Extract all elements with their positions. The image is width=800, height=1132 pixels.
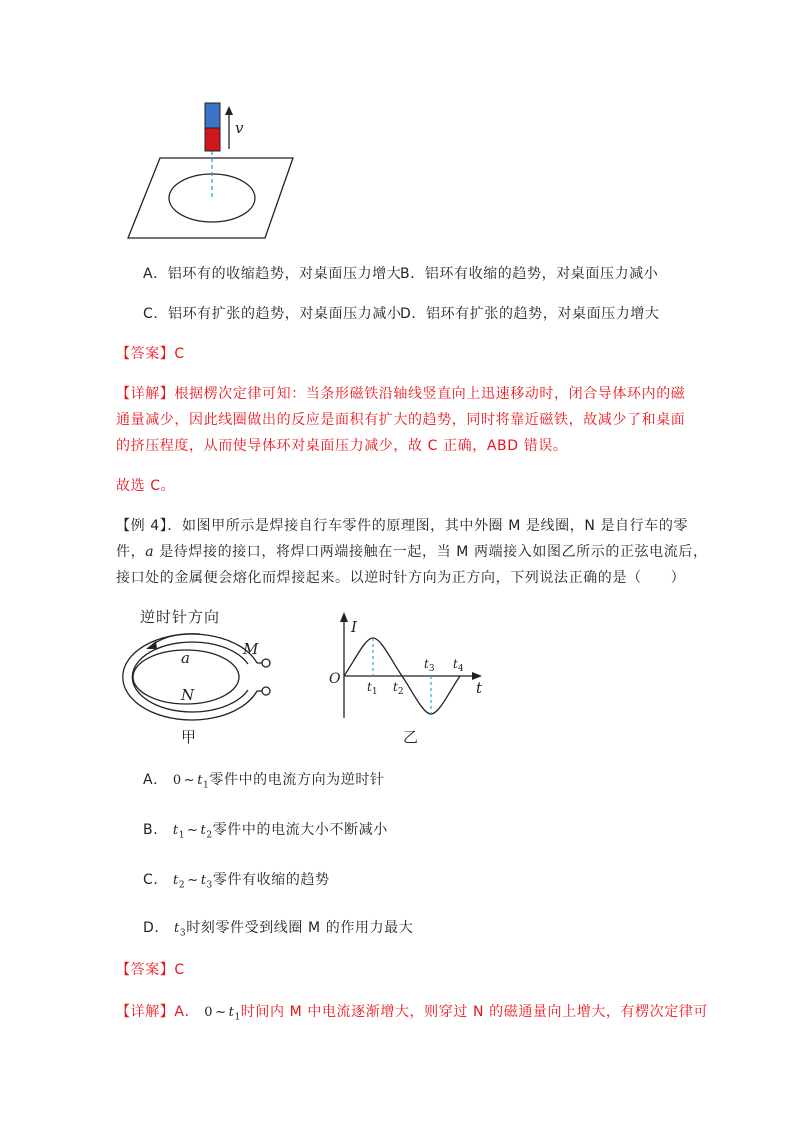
direction-label: 逆时针方向 <box>140 608 221 626</box>
option-d: D．铝环有扩张的趋势，对桌面压力增大 <box>400 306 660 322</box>
option-c: C．铝环有扩张的趋势，对桌面压力减小 <box>143 306 402 322</box>
detail-line-2: 通量减少，因此线圈做出的反应是面积有扩大的趋势，同时将靠近磁铁，故减少了和桌面 <box>116 412 686 428</box>
question-stem-line-1 <box>116 516 688 536</box>
magnet-north-pole <box>205 103 220 128</box>
option-d <box>143 918 413 944</box>
velocity-label: v <box>235 119 244 137</box>
option-text: 时刻零件受到线圈 M 的作用力最大 <box>186 920 414 936</box>
detail-label: 【详解】 <box>116 386 175 402</box>
detail-prefix: A． <box>174 1004 200 1020</box>
option-prefix: C． <box>143 872 168 888</box>
option-b <box>143 820 388 846</box>
detail-label: 【详解】 <box>116 1004 175 1020</box>
question-label: 【例 4】 <box>116 518 168 534</box>
option-text: 零件中的电流方向为逆时针 <box>209 772 385 788</box>
y-label: I <box>351 618 357 636</box>
option-a: A．铝环有的收缩趋势，对桌面压力增大 <box>143 266 402 282</box>
question-stem-line-3: 接口处的金属便会熔化而焊接起来。以逆时针方向为正方向，下列说法正确的是（ ） <box>116 570 686 586</box>
stem-variable-a: a <box>145 544 155 560</box>
conclusion: 故选 C。 <box>116 478 176 494</box>
stem-text: 是待焊接的接口，将焊口两端接触在一起，当 M 两端接入如图乙所示的正弦电流后， <box>154 544 708 560</box>
current-graph <box>0 600 800 750</box>
y-axis-arrow <box>340 612 348 622</box>
math-interval: $t_1$ ~ $t_2$ <box>172 823 213 841</box>
option-text: 零件有收缩的趋势 <box>212 872 330 888</box>
option-a <box>143 770 385 796</box>
answer-value: C <box>174 962 185 978</box>
option-prefix: B． <box>143 822 168 838</box>
tick-t4: $t_4$ <box>453 657 464 674</box>
x-label: t <box>476 679 483 697</box>
answer <box>116 344 185 364</box>
answer-label: 【答案】 <box>116 346 175 362</box>
detail-line-1 <box>116 384 685 404</box>
option-prefix: A． <box>143 772 168 788</box>
magnet-ring-figure <box>0 0 800 250</box>
option-prefix: D． <box>143 920 169 936</box>
option-text: 零件中的电流大小不断减小 <box>212 822 388 838</box>
answer-value: C <box>174 346 185 362</box>
question-stem-1: ．如图甲所示是焊接自行车零件的原理图，其中外圈 M 是线圈，N 是自行车的零 <box>167 518 689 534</box>
answer-label: 【答案】 <box>116 962 175 978</box>
math-interval: $t_2$ ~ $t_3$ <box>173 873 213 891</box>
stem-text: 件， <box>116 544 146 560</box>
table-plane <box>128 158 293 238</box>
answer <box>116 960 185 980</box>
tick-t1: $t_1$ <box>367 680 378 697</box>
detail-text-1: 根据楞次定律可知：当条形磁铁沿轴线竖直向上迅速移动时，闭合导体环内的磁 <box>174 386 686 402</box>
magnet-south-pole <box>205 128 220 151</box>
origin-label: O <box>329 671 341 687</box>
option-c <box>143 870 330 896</box>
label-n: N <box>181 686 195 704</box>
detail-text: 时间内 M 中电流逐渐增大，则穿过 N 的磁通量向上增大，有楞次定律可 <box>240 1004 709 1020</box>
detail-line-3: 的挤压程度，从而使导体环对桌面压力减少，故 C 正确，ABD 错误。 <box>116 438 568 454</box>
detail-line-a <box>116 1002 708 1028</box>
label-a: a <box>181 649 190 667</box>
velocity-arrowhead <box>225 106 233 115</box>
math-variable: $t_3$ <box>174 921 187 939</box>
caption-jia: 甲 <box>181 728 197 746</box>
tick-t2: $t_2$ <box>393 680 404 697</box>
label-m: M <box>243 640 259 658</box>
math-interval: 0 ~ $t_1$ <box>172 773 210 791</box>
math-interval: 0 ~ $t_1$ <box>204 1005 241 1023</box>
question-stem-line-2 <box>116 542 708 562</box>
tick-t3: $t_3$ <box>424 657 435 674</box>
caption-yi: 乙 <box>403 728 419 746</box>
option-b: B．铝环有收缩的趋势，对桌面压力减小 <box>400 266 659 282</box>
